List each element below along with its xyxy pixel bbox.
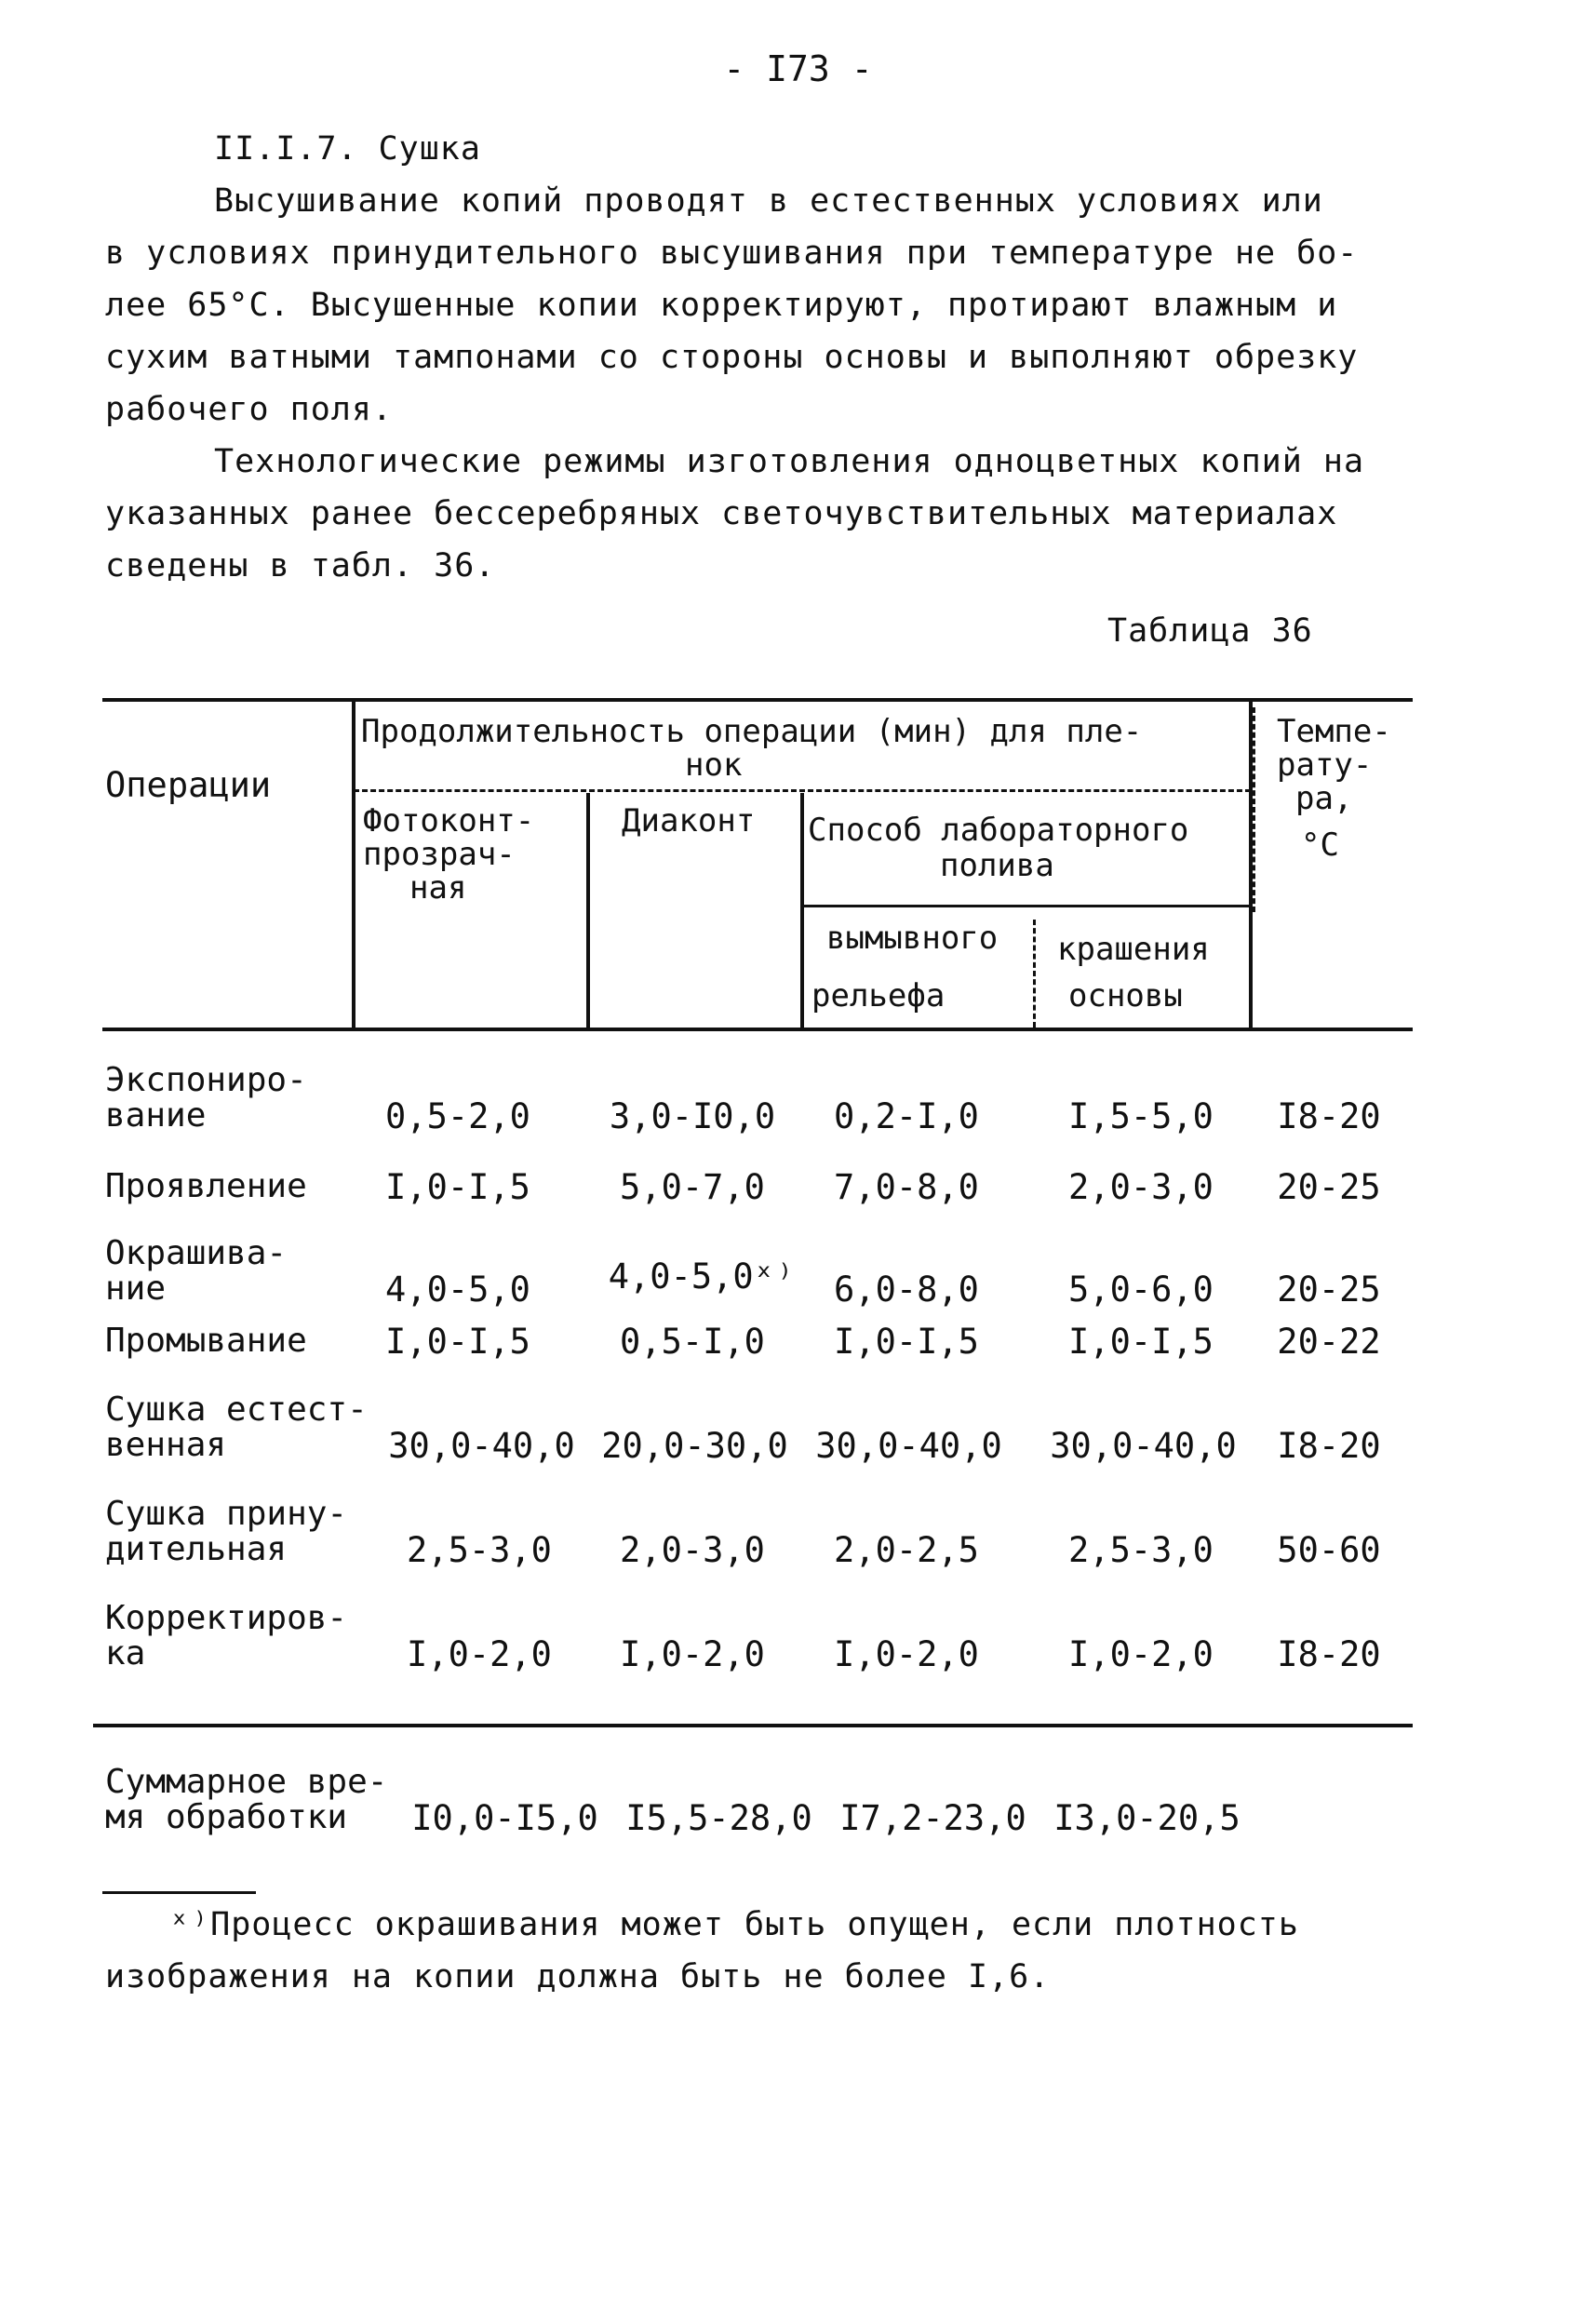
subheader-lab-method: Способ лабораторного [808,812,1189,849]
table-cell: I,5-5,0 [1068,1096,1214,1136]
table-cell: 2,5-3,0 [1068,1530,1214,1570]
table-cell: 2,5-3,0 [407,1530,552,1570]
row-label: Сушка прину- [105,1495,348,1533]
table-cell: 20-25 [1277,1269,1381,1310]
subheader-base-dye: основы [1068,977,1183,1014]
table-cell: 2,0-3,0 [620,1530,765,1570]
table-cell: 6,0-8,0 [834,1269,979,1310]
row-label: вание [105,1096,207,1135]
subheader-lab-method: полива [940,847,1054,884]
table-cell: 4,0-5,0ˣ⁾ [608,1256,796,1296]
table-divider [1253,707,1255,912]
paragraph-line: рабочего поля. [105,391,394,428]
table-cell: I,0-2,0 [834,1634,979,1674]
paragraph-line: сухим ватными тампонами со стороны основы и выполняют обрезку [105,339,1359,376]
table-divider [1033,920,1036,1028]
table-cell: I,0-I,5 [385,1322,530,1362]
row-label: Сушка естест- [105,1390,368,1429]
table-top-border [102,698,1413,702]
header-temperature: °C [1301,826,1339,864]
table-cell: I,0-I,5 [834,1322,979,1362]
table-cell: 4,0-5,0 [385,1269,530,1310]
table-cell: 5,0-6,0 [1068,1269,1214,1310]
table-header-border [102,1028,1413,1031]
table-cell: 20-25 [1277,1167,1381,1207]
paragraph-line: Высушивание копий проводят в естественных условиях или [214,182,1323,220]
table-cell: I,0-2,0 [407,1634,552,1674]
table-cell: 3,0-I0,0 [609,1096,776,1136]
row-label: ние [105,1269,167,1308]
subheader-base-dye: крашения [1057,931,1210,968]
table-divider [802,905,1253,907]
subheader-photocont: прозрач- [363,836,516,873]
footnote-line: ˣ⁾Процесс окрашивания может быть опущен, если плотность [169,1906,1299,1943]
table-cell: I,0-I,5 [1068,1322,1214,1362]
total-cell: I5,5-28,0 [625,1798,812,1838]
table-cell: 50-60 [1277,1530,1381,1570]
table-cell: I8-20 [1277,1096,1381,1136]
page-number: - I73 - [723,48,873,89]
table-divider [586,793,590,1028]
table-cell: 2,0-2,5 [834,1530,979,1570]
subheader-washout: рельефа [811,977,946,1014]
subheader-photocont: Фотоконт- [363,802,535,840]
footnote-rule [102,1891,256,1894]
total-cell: I7,2-23,0 [839,1798,1026,1838]
table-cell: 7,0-8,0 [834,1167,979,1207]
table-caption: Таблица 36 [1107,612,1313,650]
table-cell: I,0-2,0 [1068,1634,1214,1674]
subheader-diacont: Диаконт [622,802,756,840]
subheader-photocont: ная [409,869,467,907]
row-label: ка [105,1634,146,1672]
paragraph-line: указанных ранее бессеребряных светочувствительных материалах [105,495,1338,532]
row-label: венная [105,1426,227,1464]
total-cell: I3,0-20,5 [1053,1798,1241,1838]
row-label: Корректиров- [105,1599,348,1637]
table-cell: 0,2-I,0 [834,1096,979,1136]
total-label: мя обработки [105,1798,348,1836]
total-cell: I0,0-I5,0 [411,1798,598,1838]
row-label: Проявление [105,1167,307,1205]
total-label: Суммарное вре- [105,1763,388,1801]
table-cell: I8-20 [1277,1634,1381,1674]
paragraph-line: сведены в табл. 36. [105,547,496,584]
table-bottom-border [93,1724,1413,1727]
table-cell: 5,0-7,0 [620,1167,765,1207]
header-duration: Продолжительность операции (мин) для пле- [361,713,1143,750]
paragraph-line: в условиях принудительного высушивания при температуре не бо- [105,235,1359,272]
paragraph-line: Технологические режимы изготовления одноцветных копий на [214,443,1365,480]
table-cell: 2,0-3,0 [1068,1167,1214,1207]
table-divider [354,789,1251,792]
row-label: Окрашива- [105,1234,288,1272]
subheader-washout: вымывного [826,920,999,957]
footnote-line: изображения на копии должна быть не более I,6. [105,1958,1051,1995]
table-cell: 0,5-2,0 [385,1096,530,1136]
row-label: дительная [105,1530,288,1568]
paragraph-line: лее 65°C. Высушенные копии корректируют, протирают влажным и [105,287,1338,324]
table-cell: 30,0-40,0 [388,1426,575,1466]
header-duration: нок [685,746,743,784]
table-cell: I,0-2,0 [620,1634,765,1674]
table-cell: 20-22 [1277,1322,1381,1362]
header-operations: Операции [105,765,272,805]
table-cell: I8-20 [1277,1426,1381,1466]
table-cell: 20,0-30,0 [601,1426,788,1466]
row-label: Промывание [105,1322,307,1360]
header-temperature: ра, [1295,780,1353,817]
table-cell: I,0-I,5 [385,1167,530,1207]
row-label: Экспониро- [105,1061,307,1099]
table-cell: 0,5-I,0 [620,1322,765,1362]
header-temperature: рату- [1277,746,1373,784]
table-divider [352,700,355,1028]
table-divider [800,793,804,1028]
table-cell: 30,0-40,0 [1050,1426,1237,1466]
section-title: II.I.7. Сушка [214,130,481,168]
table-cell: 30,0-40,0 [815,1426,1002,1466]
header-temperature: Темпе- [1277,713,1391,750]
